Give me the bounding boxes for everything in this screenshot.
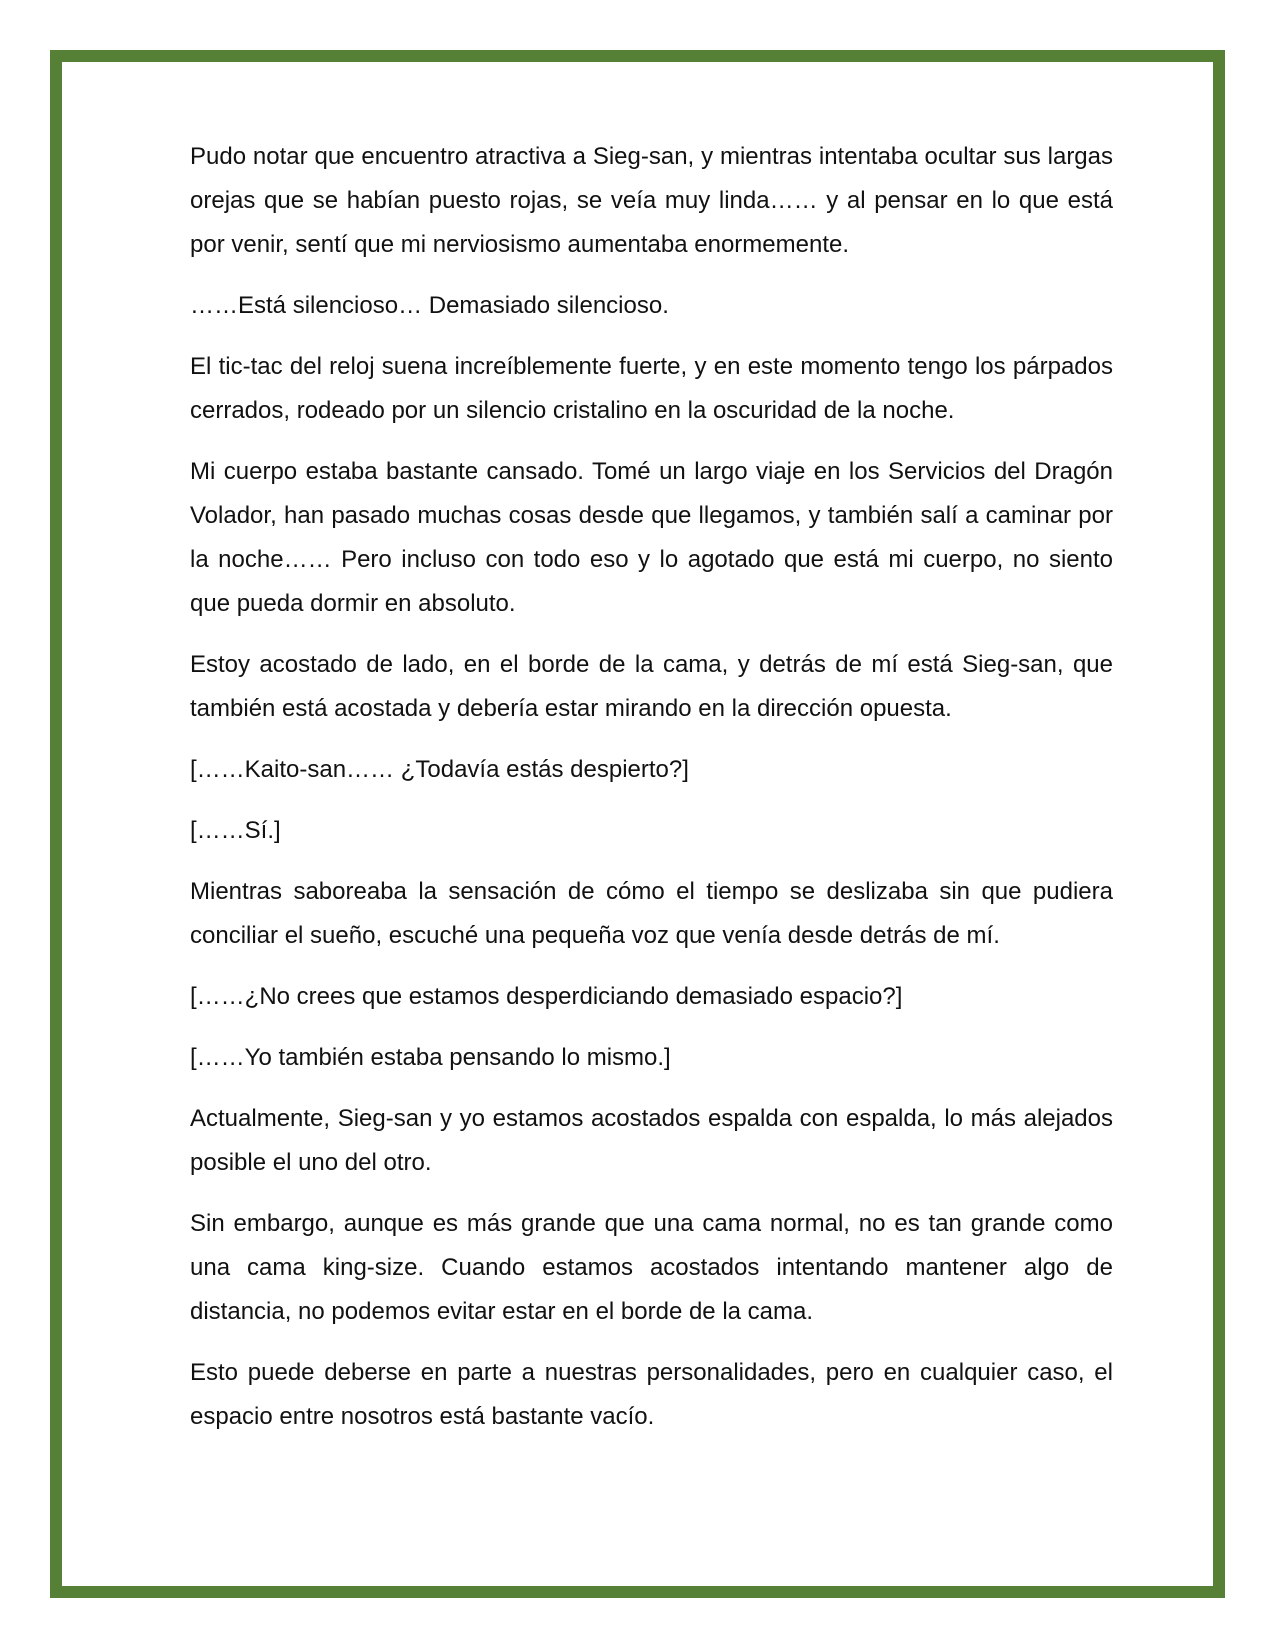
story-text-body bbox=[190, 135, 1113, 1456]
paragraph-5: Estoy acostado de lado, en el borde de la cama, y detrás de mí está Sieg-san, que también está acostada y debería estar mirando en la dirección opuesta. bbox=[190, 651, 1113, 722]
paragraph-1: Pudo notar que encuentro atractiva a Sieg-san, y mientras intentaba ocultar sus largas orejas que se habían puesto rojas, se veía muy linda…… y al pensar en lo que está por venir, sentí que mi nerviosismo aumentaba enormemente. bbox=[190, 143, 1113, 258]
paragraph-3: El tic-tac del reloj suena increíblemente fuerte, y en este momento tengo los párpados cerrados, rodeado por un silencio cristalino en la oscuridad de la noche. bbox=[190, 353, 1113, 424]
dialogue-line-1: [……Kaito-san…… ¿Todavía estás despierto?] bbox=[190, 756, 689, 783]
page-border-frame bbox=[50, 50, 1225, 1598]
dialogue-line-4: [……Yo también estaba pensando lo mismo.] bbox=[190, 1044, 671, 1071]
paragraph-6: Mientras saboreaba la sensación de cómo el tiempo se deslizaba sin que pudiera conciliar el sueño, escuché una pequeña voz que venía desde detrás de mí. bbox=[190, 878, 1113, 949]
paragraph-7: Actualmente, Sieg-san y yo estamos acostados espalda con espalda, lo más alejados posible el uno del otro. bbox=[190, 1105, 1113, 1176]
dialogue-line-3: [……¿No crees que estamos desperdiciando demasiado espacio?] bbox=[190, 983, 903, 1010]
paragraph-9: Esto puede deberse en parte a nuestras personalidades, pero en cualquier caso, el espacio entre nosotros está bastante vacío. bbox=[190, 1359, 1113, 1430]
paragraph-2: ……Está silencioso… Demasiado silencioso. bbox=[190, 292, 669, 319]
paragraph-4: Mi cuerpo estaba bastante cansado. Tomé un largo viaje en los Servicios del Dragón Volador, han pasado muchas cosas desde que llegamos, y también salí a caminar por la noche…… Pero incluso con todo eso y lo agotado que está mi cuerpo, no siento que pueda dormir en absoluto. bbox=[190, 458, 1113, 617]
dialogue-line-2: [……Sí.] bbox=[190, 817, 281, 844]
paragraph-8: Sin embargo, aunque es más grande que una cama normal, no es tan grande como una cama king-size. Cuando estamos acostados intentando mantener algo de distancia, no podemos evitar estar en el borde de la cama. bbox=[190, 1210, 1113, 1325]
